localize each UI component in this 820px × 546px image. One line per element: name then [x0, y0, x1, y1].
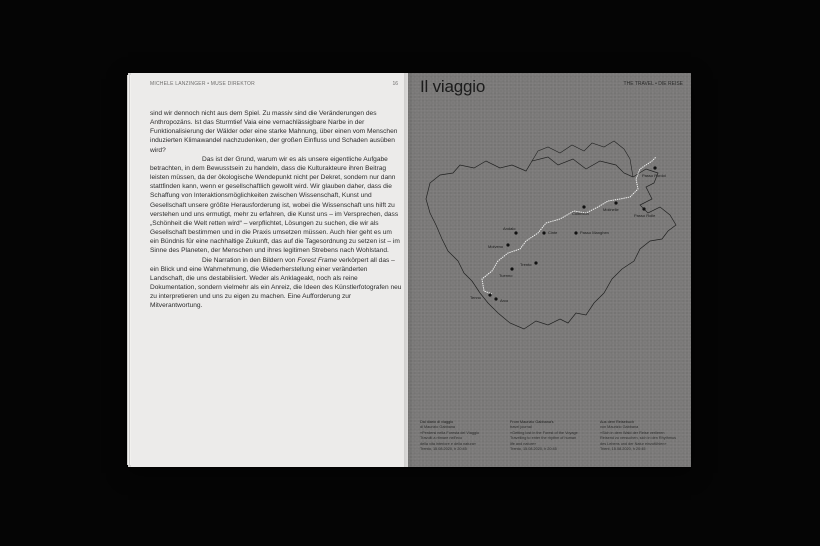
body-text — [150, 109, 402, 310]
paragraph — [150, 256, 402, 311]
paragraph: Das ist der Grund, warum wir es als unsere eigentliche Aufgabe betrachten, in dem Bewusstsein zu handeln, dass die Kulturakteure ihren Beitrag leisten müssen, da der ökologische Wendepunkt nicht per Dekret, sondern nur dann stattfinden kann, wenn er gesellschaftlich gewollt wird. Wir glauben daher, dass die Schaffung von Interaktionsmöglichkeiten zwischen Wissenschaft, Kunst und Gesellschaft unsere größte Herausforderung ist, wobei die Wissenschaft uns hilft zu verstehen und uns ermutigt, mehr zu erfahren, die Kunst uns – im Versprechen, dass „Schönheit die Welt retten wird“ – verpflichtet, Lösungen zu suchen, die wir als Gesellschaft bestimmen und in die Praxis umsetzen müssen. Auch hier geht es um ein Bündnis für eine nachhaltige Zukunft, das auf die Tagesordnung zu setzen ist – im Sinne des Planeten, der Menschen und ihres legitimen Strebens nach Wohlstand. — [150, 155, 400, 255]
right-running-head: THE TRAVEL • DIE REISE — [623, 81, 683, 87]
label-arco: Arco — [500, 298, 509, 303]
label-trento: Trento — [520, 262, 532, 267]
label-molinelle: Molinelle — [603, 207, 619, 212]
caption-italian — [420, 420, 500, 452]
caption-title: From Maurizio Gabbana's — [510, 420, 554, 424]
caption-german — [600, 420, 680, 452]
caption-line: von Maurizio Gabbana — [600, 425, 639, 430]
caption-line: Trento, 15.08.2020, h 20:45 — [420, 447, 467, 452]
marker-andalo — [514, 231, 517, 234]
marker-passo-rolle — [642, 207, 645, 210]
caption-line: Travelling to enter the rhythm of human — [510, 436, 577, 441]
paragraph-start: Die Narration in den Bildern von — [202, 256, 296, 264]
marker-arco — [494, 297, 497, 300]
caption-line: life and nature» — [510, 441, 537, 446]
marker-tuenno — [510, 267, 513, 270]
open-book — [128, 73, 691, 467]
label-tuenno: Tuenno — [499, 273, 513, 278]
caption-line: Trento, 15.08.2020, h 20:45 — [510, 447, 557, 452]
work-title: Forest Frame — [297, 256, 337, 264]
caption-title: Aus dem Reisebuch — [600, 420, 634, 424]
caption-line: travel journal — [510, 425, 532, 430]
label-andalo: Andalo — [503, 226, 516, 231]
caption-line: «Perdersi nella Foresta del Viaggio — [420, 430, 480, 435]
marker-passo-manghen — [574, 231, 577, 234]
caption-line: «Getting lost in the Forest of the Voyage — [510, 430, 578, 435]
left-page — [128, 73, 408, 467]
page-title: Il viaggio — [420, 77, 486, 96]
journal-captions — [420, 420, 682, 452]
book-gutter — [404, 73, 414, 467]
caption-line: di Maurizio Gabbana — [420, 425, 456, 430]
label-colbricon: Colbricon — [572, 211, 589, 216]
label-passo-rolle: Passo Rolle — [634, 213, 656, 218]
caption-title: Dal diario di viaggio — [420, 420, 454, 424]
marker-passo-pordoi — [653, 166, 656, 169]
label-molveno: Molveno — [488, 244, 504, 249]
label-passo-pordoi: Passo Pordoi — [642, 173, 666, 178]
marker-molveno — [506, 243, 509, 246]
caption-line: della vita interiore e della natura» — [420, 441, 476, 446]
caption-line: «Sich in dem Wald der Reise verlieren — [600, 430, 665, 435]
right-page — [408, 73, 691, 467]
label-passo-manghen: Passo Manghen — [580, 230, 609, 235]
caption-line: des Lebens und der Natur einzufühlen» — [600, 441, 667, 446]
marker-cinte — [542, 231, 545, 234]
marker-trento — [534, 261, 537, 264]
region-outline-north — [532, 141, 633, 177]
left-running-head: MICHELE LANZINGER • MUSE DIREKTOR — [150, 81, 255, 87]
caption-line: Trient, 15.08.2020, h 20:45 — [600, 447, 646, 452]
paragraph-end: verkörpert all das – ein Blick und eine Wahrnehmung, die Wiederherstellung einer veränderten Landschaft, die uns destabilisiert. Weder als Anklageakt, noch als reine Dokumentation, sondern vielmehr als ein Anreiz, die Ideen des Künstlerfotografen neu zu interpretieren und uns zu eigen zu machen. Eine Aufforderung zur Mitverantwortung. — [150, 256, 402, 310]
region-outline — [426, 157, 676, 329]
paragraph: sind wir dennoch nicht aus dem Spiel. Zu massiv sind die Veränderungen des Anthropozäns. Ist das Sturmtief Vaia eine vernachlässigbare Narbe in der Funktionalisierung der Wälder oder eine starke Mahnung, über einen vom Menschen induzierten Klimawandel nachzudenken, der großen Einfluss und Schaden ausüben wird? — [150, 110, 398, 154]
page-number: 16 — [392, 81, 398, 87]
caption-line: Reisend zu versuchen, sich in den Rhythmus — [600, 436, 676, 441]
marker-molinelle — [614, 201, 617, 204]
caption-line: Travolti a ritmare nell'eco — [420, 436, 463, 441]
marker-tenno — [488, 293, 491, 296]
label-cinte: Cinte — [548, 230, 558, 235]
marker-colbricon — [582, 205, 585, 208]
place-markers — [470, 166, 666, 303]
trentino-map — [408, 73, 691, 467]
page-edges — [127, 75, 131, 465]
caption-english — [510, 420, 590, 452]
label-tenno: Tenno — [470, 295, 481, 300]
